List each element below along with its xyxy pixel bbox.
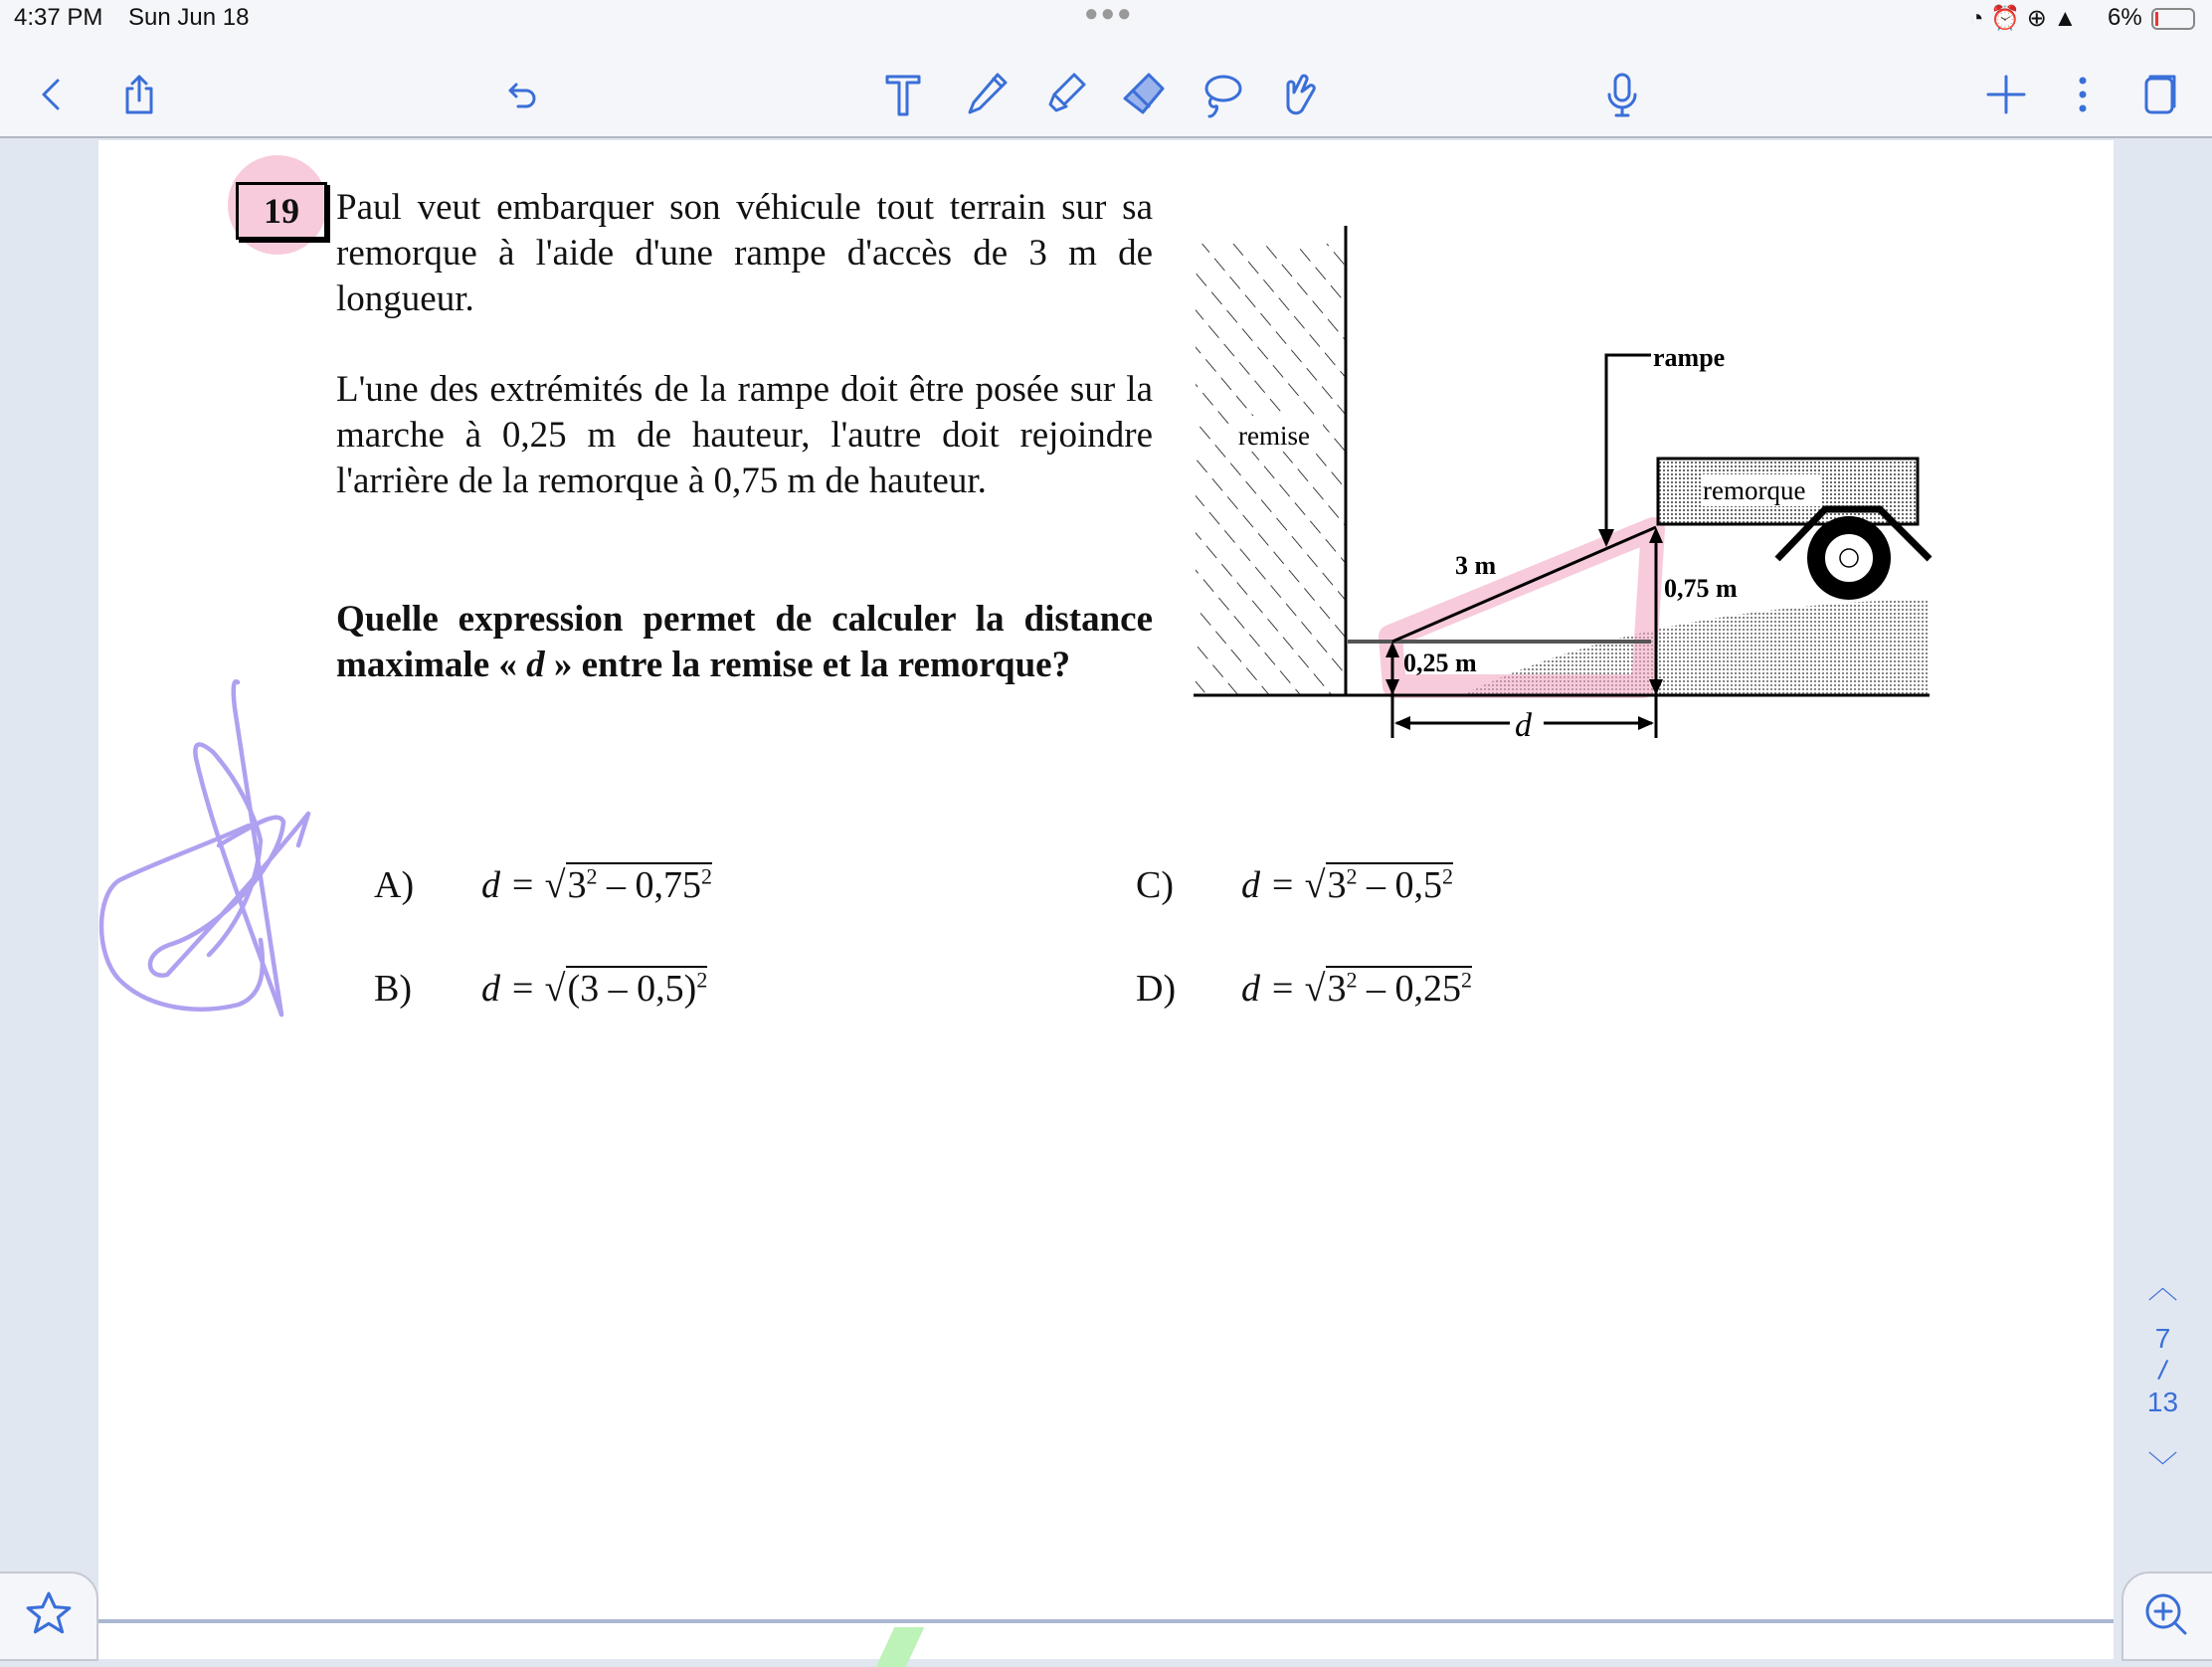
battery-percent: 6% [2108, 4, 2142, 31]
total-pages: 13 [2146, 1387, 2179, 1417]
question-paragraph-1: Paul veut embarquer son véhicule tout terrain sur sa remorque à l'aide d'une rampe d'accès de 3 m de longueur. [336, 187, 1153, 319]
answer-label: C) [1136, 864, 1174, 906]
answer-label: A) [374, 864, 415, 906]
status-time: 4:37 PM [14, 4, 103, 31]
star-icon [24, 1589, 74, 1639]
answer-d[interactable] [1136, 967, 1473, 1011]
ramp-line [1392, 527, 1656, 642]
wall-hatching [1196, 244, 1345, 695]
ink-scribble[interactable] [0, 0, 398, 1094]
question-number: 19 [236, 182, 327, 240]
prompt-variable: d [526, 645, 545, 685]
label-ramp-length: 3 m [1455, 551, 1497, 580]
next-page-chevron-icon[interactable]: ﹀ [2147, 1451, 2178, 1484]
prompt-text: Quelle expression permet de calculer la distance maximale « [336, 599, 1153, 685]
answer-label: B) [374, 968, 412, 1010]
current-page: 7 [2154, 1323, 2171, 1354]
status-date: Sun Jun 18 [128, 4, 250, 31]
question-paragraph-2: L'une des extrémités de la rampe doit être posée sur la marche à 0,25 m de hauteur, l'autre doit rejoindre l'arrière de la remorque à 0,75 m de hauteur. [336, 369, 1153, 501]
answer-formula: d = √(3 – 0,5)$^2$ [481, 967, 708, 1010]
zoom-in-icon [2143, 1591, 2191, 1639]
previous-page-chevron-icon[interactable]: ︿ [2147, 1272, 2178, 1305]
label-remorque: remorque [1703, 475, 1806, 505]
answer-label: D) [1136, 968, 1177, 1010]
rampe-leader [1606, 355, 1651, 541]
page-navigator [2114, 1263, 2212, 1486]
label-low-height: 0,25 m [1403, 648, 1477, 677]
answer-c[interactable] [1136, 863, 1454, 907]
label-high-height: 0,75 m [1664, 574, 1738, 603]
page-separator: / [2156, 1354, 2170, 1387]
multitask-dots-icon[interactable]: ●●● [1084, 0, 1134, 27]
answer-formula: $d = √3^2 - 0,5^2$ [1241, 863, 1454, 906]
favorite-button[interactable] [0, 1572, 98, 1661]
page-divider [98, 1619, 2114, 1623]
status-icons: ◔ ⏰ ⊕ ▲ [1969, 5, 2078, 32]
answer-formula: $d = √3^2 - 0,25^2$ [1241, 967, 1473, 1010]
answer-formula: $d = √3^2 - 0,75^2$ [481, 863, 713, 906]
label-rampe: rampe [1653, 343, 1726, 372]
label-d: d [1515, 707, 1532, 744]
zoom-in-button[interactable] [2121, 1572, 2212, 1661]
label-remise: remise [1238, 421, 1310, 451]
prompt-text-end: » entre la remise et la remorque? [544, 645, 1071, 685]
